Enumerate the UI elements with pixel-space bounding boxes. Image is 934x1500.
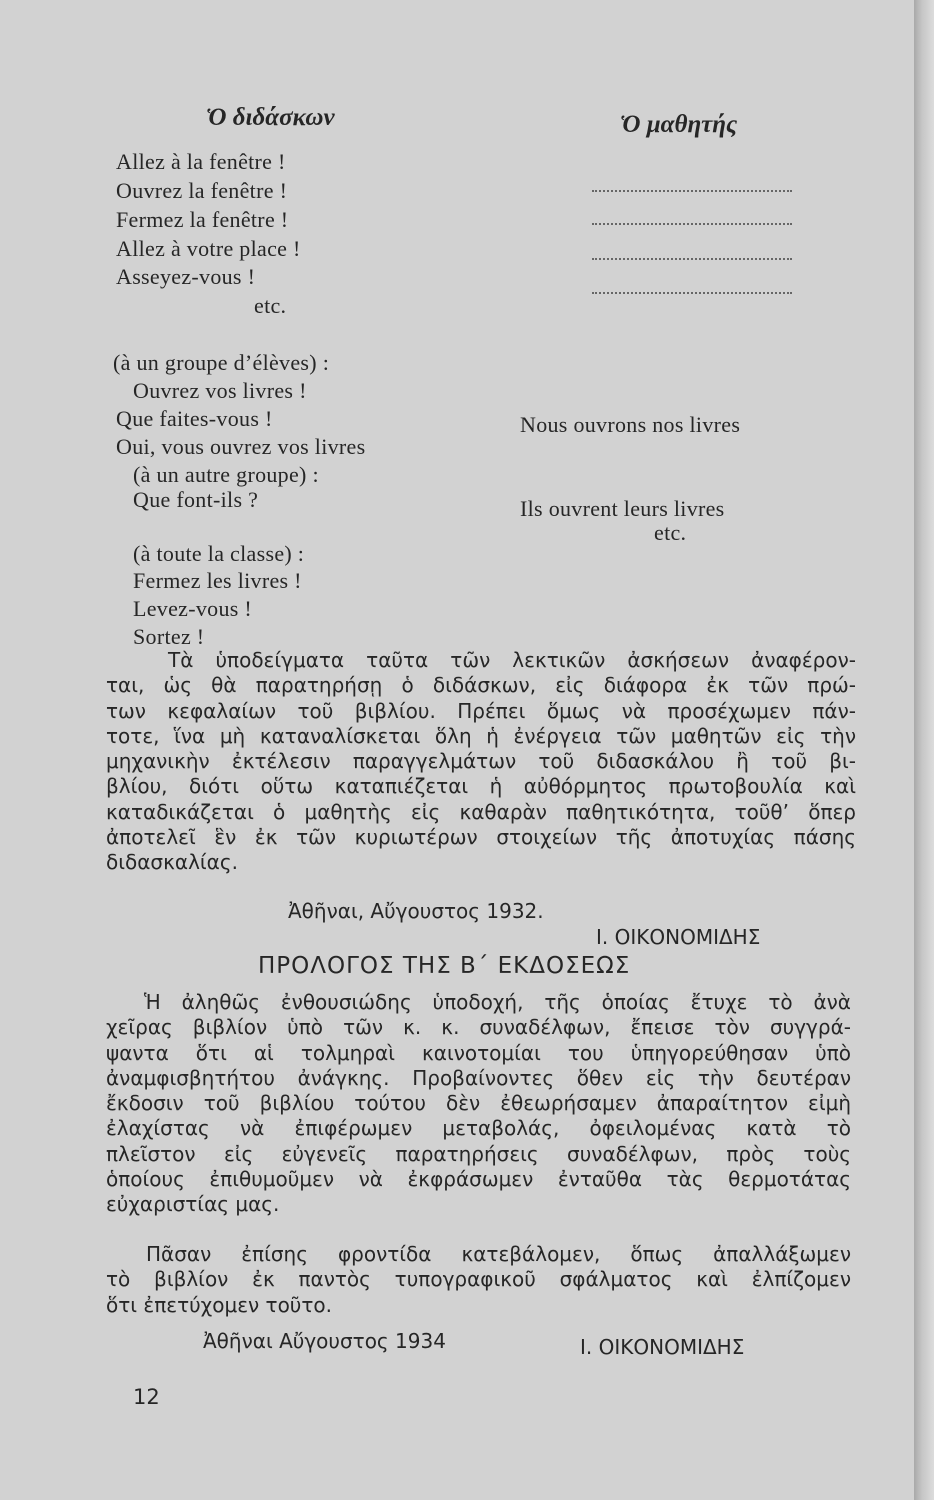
paragraph-line: διδασκαλίας. xyxy=(106,850,238,875)
paragraph-line: ἐλαχίστας νὰ ἐπιφέρωμεν μεταβολάς, ὀφειλομένας κατὰ τὸ xyxy=(106,1116,851,1141)
student-line: etc. xyxy=(654,520,687,545)
teacher-line: Ouvrez la fenêtre ! xyxy=(116,178,288,203)
paragraph-line: ἀποτελεῖ ἓν ἐκ τῶν κυριωτέρων στοιχείων τῆς ἀποτυχίας πάσης xyxy=(106,825,856,850)
teacher-line: Que font-ils ? xyxy=(133,487,259,512)
signature: Ι. ΟΙΚΟΝΟΜΙΔΗΣ xyxy=(580,1335,745,1359)
teacher-line: Ouvrez vos livres ! xyxy=(133,378,307,403)
teacher-line: (à un autre groupe) : xyxy=(133,462,319,487)
paragraph-line: ψαντα ὅτι αἱ τολμηραὶ καινοτομίαι του ὑπηγορεύθησαν ὑπὸ xyxy=(106,1040,851,1065)
student-answer-blank xyxy=(592,292,792,294)
teacher-line: Allez à votre place ! xyxy=(116,236,301,261)
teacher-line: Asseyez-vous ! xyxy=(116,264,256,289)
paragraph-line: τὸ βιβλίον ἐκ παντὸς τυπογραφικοῦ σφάλματος καὶ ἐλπίζομεν xyxy=(106,1267,851,1292)
student-answer-blank xyxy=(592,223,792,225)
student-line: Nous ouvrons nos livres xyxy=(520,412,741,437)
signature: Ι. ΟΙΚΟΝΟΜΙΔΗΣ xyxy=(596,925,761,949)
student-answer-blank xyxy=(592,258,792,260)
teacher-line: Allez à la fenêtre ! xyxy=(116,149,286,174)
section-heading: ΠΡΟΛΟΓΟΣ ΤΗΣ Β΄ ΕΚΔΟΣΕΩΣ xyxy=(258,953,631,979)
student-line: Ils ouvrent leurs livres xyxy=(520,496,725,521)
paragraph-line: χεῖρας βιβλίον ὑπὸ τῶν κ. κ. συναδέλφων, ἔπεισε τὸν συγγρά- xyxy=(106,1015,851,1040)
paragraph-line: καταδικάζεται ὁ μαθητὴς εἰς καθαρὰν παθητικότητα, τοῦθ’ ὅπερ xyxy=(106,799,856,824)
paragraph-line: τοτε, ἵνα μὴ καταναλίσκεται ὅλη ἡ ἐνέργεια τῶν μαθητῶν εἰς τὴν xyxy=(106,723,856,748)
paragraph-line: βλίου, διότι οὕτω καταπιέζεται ἡ αὐθόρμητος πρωτοβουλία καὶ xyxy=(106,774,856,799)
student-answer-blank xyxy=(592,190,792,192)
teacher-line: (à un groupe d’élèves) : xyxy=(113,350,330,375)
page-edge-shadow xyxy=(914,0,934,1500)
closing-paragraph xyxy=(106,1242,851,1318)
preface-paragraph xyxy=(106,648,856,876)
paragraph-line: ται, ὡς θὰ παρατηρήσῃ ὁ διδάσκων, εἰς διάφορα ἐκ τῶν πρώ- xyxy=(106,673,856,698)
second-edition-paragraph xyxy=(106,990,851,1218)
teacher-line: Que faites-vous ! xyxy=(116,406,273,431)
paragraph-line: εὐχαριστίας μας. xyxy=(106,1192,280,1217)
paragraph-line: πλεῖστον εἰς εὐγενεῖς παρατηρήσεις συναδέλφων, πρὸς τοὺς xyxy=(106,1141,851,1166)
teacher-line: Oui, vous ouvrez vos livres xyxy=(116,434,366,459)
date-line: Ἀθῆναι Αὔγουστος 1934 xyxy=(203,1329,446,1353)
paragraph-line: των κεφαλαίων τοῦ βιβλίου. Πρέπει ὅμως νὰ προσέχωμεν πάν- xyxy=(106,698,856,723)
teacher-line: (à toute la classe) : xyxy=(133,541,305,566)
teacher-line: Fermez les livres ! xyxy=(133,568,302,593)
paragraph-line: ὅτι ἐπετύχομεν τοῦτο. xyxy=(106,1292,333,1317)
paragraph-line: μηχανικὴν ἐκτέλεσιν παραγγελμάτων τοῦ διδασκάλου ἢ τοῦ βι- xyxy=(106,749,856,774)
teacher-column-header: Ὁ διδάσκων xyxy=(206,104,335,131)
teacher-line: Sortez ! xyxy=(133,624,205,649)
teacher-line: Fermez la fenêtre ! xyxy=(116,207,289,232)
date-line: Ἀθῆναι, Αὔγουστος 1932. xyxy=(288,899,544,923)
page-number: 12 xyxy=(133,1385,160,1409)
paragraph-line: ἔκδοσιν τοῦ βιβλίου τούτου δὲν ἐθεωρήσαμεν ἀπαραίτητον εἰμὴ xyxy=(106,1091,851,1116)
paragraph-line: Τὰ ὑποδείγματα ταῦτα τῶν λεκτικῶν ἀσκήσεων ἀναφέρον- xyxy=(168,648,856,672)
teacher-line: Levez-vous ! xyxy=(133,596,253,621)
paragraph-line: Ἡ ἀληθῶς ἐνθουσιώδης ὑποδοχή, τῆς ὁποίας ἔτυχε τὸ ἀνὰ xyxy=(144,990,851,1014)
student-column-header: Ὁ μαθητής xyxy=(620,111,738,138)
paragraph-line: Πᾶσαν ἐπίσης φροντίδα κατεβάλομεν, ὅπως ἀπαλλάξωμεν xyxy=(146,1242,851,1266)
paragraph-line: ὁποίους ἐπιθυμοῦμεν νὰ ἐκφράσωμεν ἐνταῦθα τὰς θερμοτάτας xyxy=(106,1167,851,1192)
paragraph-line: ἀναμφισβητήτου ἀνάγκης. Προβαίνοντες ὅθεν εἰς τὴν δευτέραν xyxy=(106,1065,851,1090)
teacher-line: etc. xyxy=(254,293,287,318)
